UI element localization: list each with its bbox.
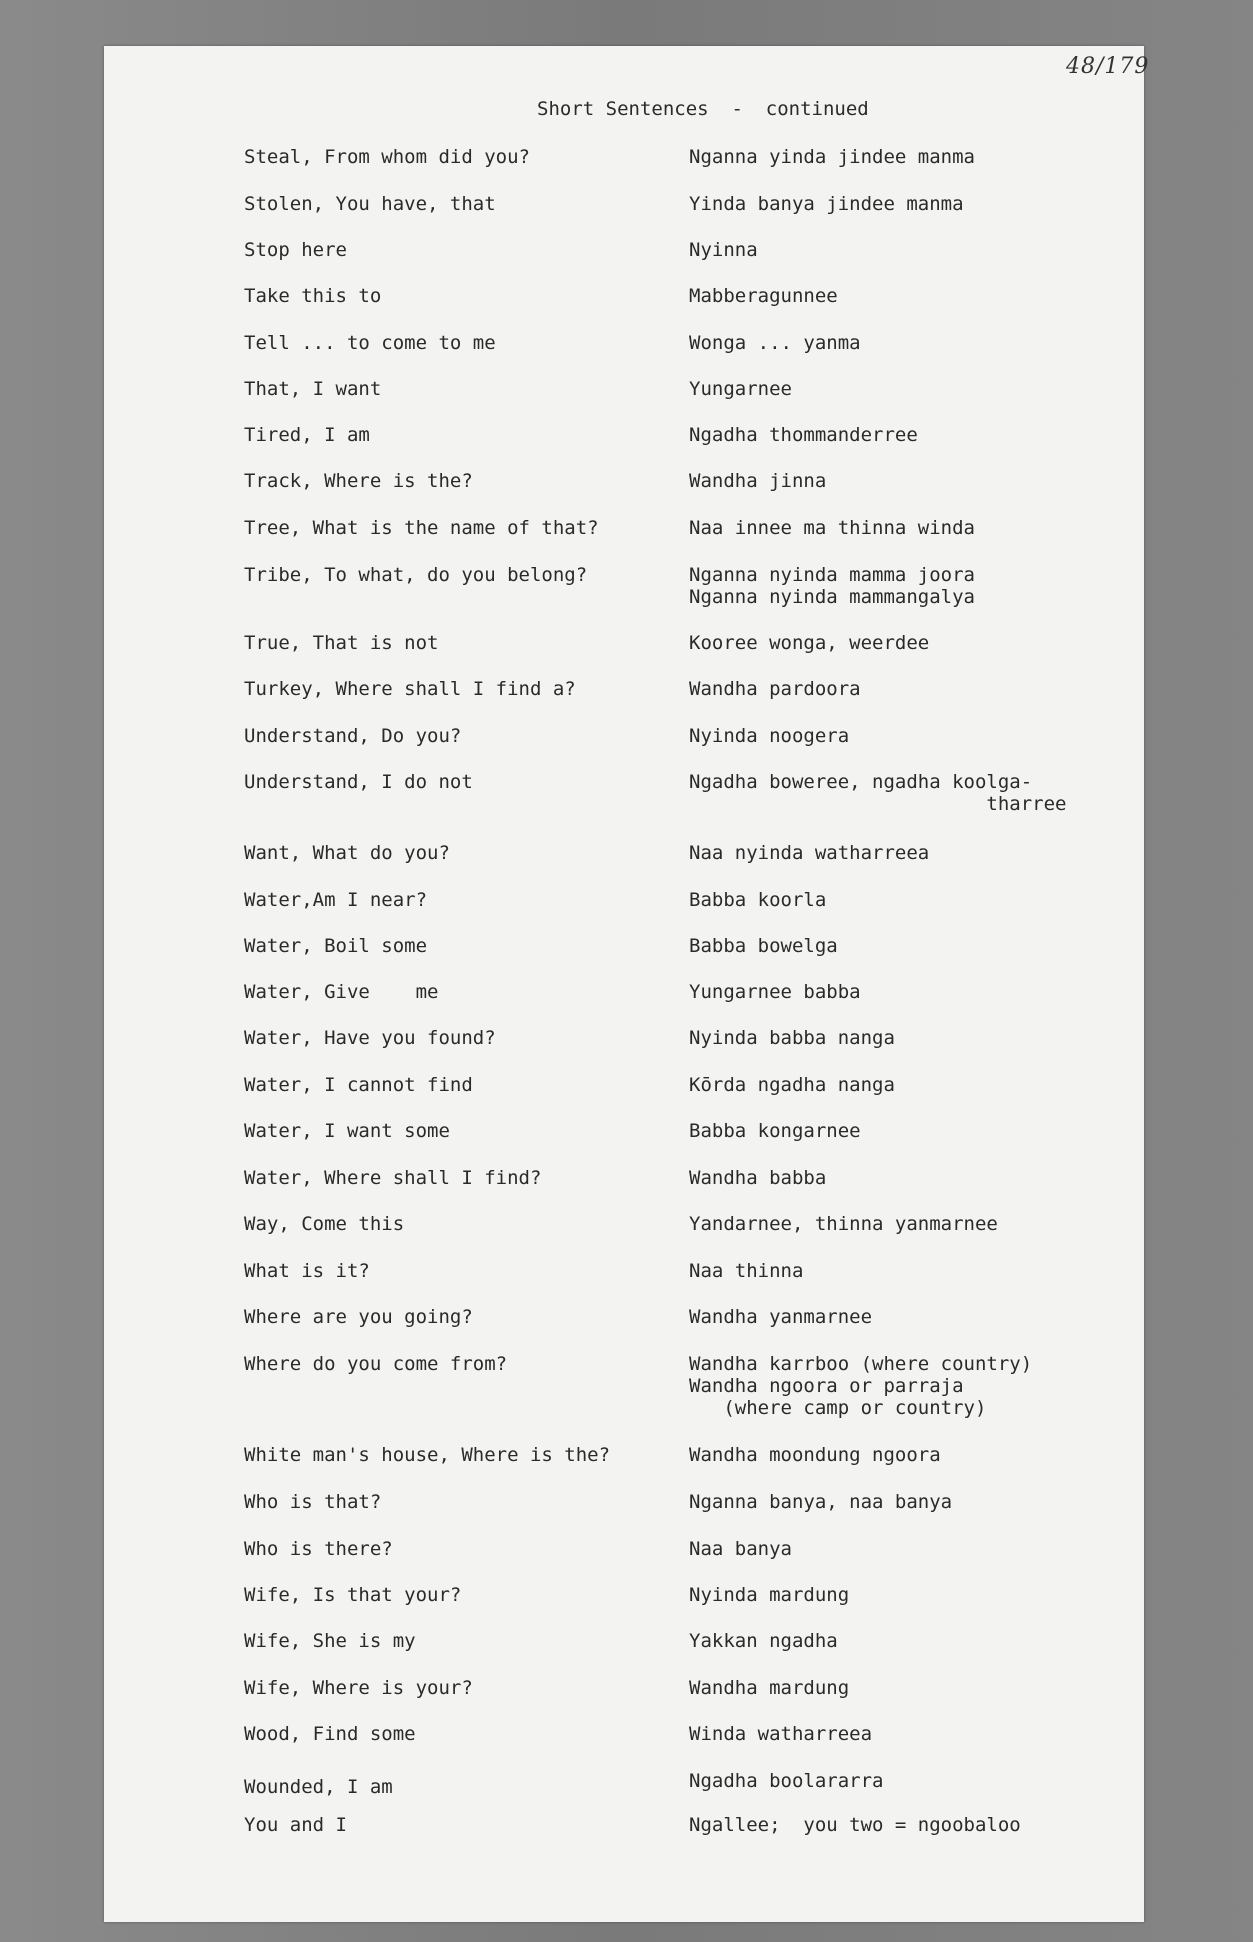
native-translation [689,1770,883,1792]
english-phrase: Water, Give me [244,981,439,1003]
translation-line: Wandha jinna [689,470,827,492]
translation-line: Naa thinna [689,1260,804,1282]
native-translation [689,1120,861,1142]
page-title: Short Sentences - continued [537,98,869,120]
english-phrase: Tree, What is the name of that? [244,517,599,539]
translation-line: Mabberagunnee [689,285,838,307]
native-translation [689,1814,1021,1836]
english-phrase: Wife, Is that your? [244,1584,462,1606]
english-phrase: Stop here [244,239,347,261]
translation-line: Wandha karrboo (where country) [689,1353,1033,1375]
native-translation [689,771,1067,815]
english-phrase: Want, What do you? [244,842,450,864]
english-phrase: Water, Have you found? [244,1027,496,1049]
translation-line: Wandha moondung ngoora [689,1444,941,1466]
translation-line: Nganna yinda jindee manma [689,146,975,168]
english-phrase: Take this to [244,285,382,307]
native-translation [689,1584,849,1606]
translation-line: Wandha yanmarnee [689,1306,873,1328]
native-translation [689,424,918,446]
english-phrase: Wood, Find some [244,1723,416,1745]
english-phrase: Water, I want some [244,1120,450,1142]
translation-line: Wonga ... yanma [689,332,861,354]
english-phrase: Where are you going? [244,1306,473,1328]
english-phrase: Water, I cannot find [244,1074,473,1096]
translation-line: Nyinna [689,239,758,261]
english-phrase: Who is there? [244,1538,393,1560]
english-phrase: That, I want [244,378,382,400]
translation-line: Wandha ngoora or parraja [689,1375,964,1397]
translation-line: Yungarnee [689,378,792,400]
translation-line: Ngadha thommanderree [689,424,918,446]
translation-line: Wandha pardoora [689,678,861,700]
english-phrase: You and I [244,1814,347,1836]
english-phrase: Who is that? [244,1491,382,1513]
native-translation [689,378,792,400]
native-translation [689,1353,1032,1419]
translation-line: Wandha babba [689,1167,827,1189]
native-translation [689,517,975,539]
english-phrase: Wounded, I am [244,1776,393,1798]
native-translation [689,1677,849,1699]
translation-line: (where camp or country) [689,1397,987,1419]
english-phrase: Way, Come this [244,1213,405,1235]
english-phrase: Water, Where shall I find? [244,1167,542,1189]
english-phrase: Tell ... to come to me [244,332,496,354]
english-phrase: Turkey, Where shall I find a? [244,678,576,700]
english-phrase: Wife, Where is your? [244,1677,473,1699]
native-translation [689,842,929,864]
native-translation [689,1444,941,1466]
translation-line: Kooree wonga, weerdee [689,632,930,654]
native-translation [689,1538,792,1560]
english-phrase: White man's house, Where is the? [244,1444,611,1466]
native-translation [689,935,838,957]
translation-line: Nganna banya, naa banya [689,1491,953,1513]
page-number: 48/179 [1066,54,1150,79]
native-translation [689,470,826,492]
translation-line: Nyinda noogera [689,725,850,747]
translation-line: Ngadha boolararra [689,1770,884,1792]
translation-line: Yungarnee babba [689,981,861,1003]
english-phrase: Where do you come from? [244,1353,508,1375]
translation-line: Naa banya [689,1538,792,1560]
native-translation [689,1260,803,1282]
translation-line: Babba bowelga [689,935,838,957]
english-phrase: Wife, She is my [244,1630,416,1652]
translation-line: Wandha mardung [689,1677,850,1699]
native-translation [689,285,838,307]
english-phrase: Steal, From whom did you? [244,146,530,168]
native-translation [689,1213,998,1235]
native-translation [689,1491,952,1513]
translation-line: Ngallee; you two = ngoobaloo [689,1814,1021,1836]
native-translation [689,889,826,911]
native-translation [689,1723,872,1745]
english-phrase: Stolen, You have, that [244,193,496,215]
translation-line: Ngadha boweree, ngadha koolga- [689,771,1033,793]
english-phrase: True, That is not [244,632,439,654]
translation-line: Yandarnee, thinna yanmarnee [689,1213,998,1235]
native-translation [689,1027,895,1049]
english-phrase: Water, Boil some [244,935,428,957]
translation-line: Nganna nyinda mammangalya [689,586,975,608]
english-phrase: Track, Where is the? [244,470,473,492]
english-phrase: Water,Am I near? [244,889,428,911]
english-phrase: Understand, Do you? [244,725,462,747]
translation-line: Nyinda mardung [689,1584,850,1606]
native-translation [689,1167,826,1189]
translation-line: Winda watharreea [689,1723,873,1745]
translation-line: Yinda banya jindee manma [689,193,964,215]
translation-line: tharree [689,793,1067,815]
translation-line: Naa nyinda watharreea [689,842,930,864]
english-phrase: Tired, I am [244,424,370,446]
native-translation [689,332,861,354]
native-translation [689,564,975,608]
native-translation [689,146,975,168]
translation-line: Nyinda babba nanga [689,1027,895,1049]
native-translation [689,632,929,654]
translation-line: Naa innee ma thinna winda [689,517,975,539]
translation-line: Kōrda ngadha nanga [689,1074,895,1096]
english-phrase: What is it? [244,1260,370,1282]
native-translation [689,981,861,1003]
translation-line: Yakkan ngadha [689,1630,838,1652]
native-translation [689,725,849,747]
english-phrase: Understand, I do not [244,771,473,793]
native-translation [689,1630,838,1652]
translation-line: Nganna nyinda mamma joora [689,564,975,586]
native-translation [689,239,758,261]
native-translation [689,1306,872,1328]
native-translation [689,678,861,700]
translation-line: Babba koorla [689,889,827,911]
translation-line: Babba kongarnee [689,1120,861,1142]
native-translation [689,1074,895,1096]
native-translation [689,193,964,215]
english-phrase: Tribe, To what, do you belong? [244,564,588,586]
